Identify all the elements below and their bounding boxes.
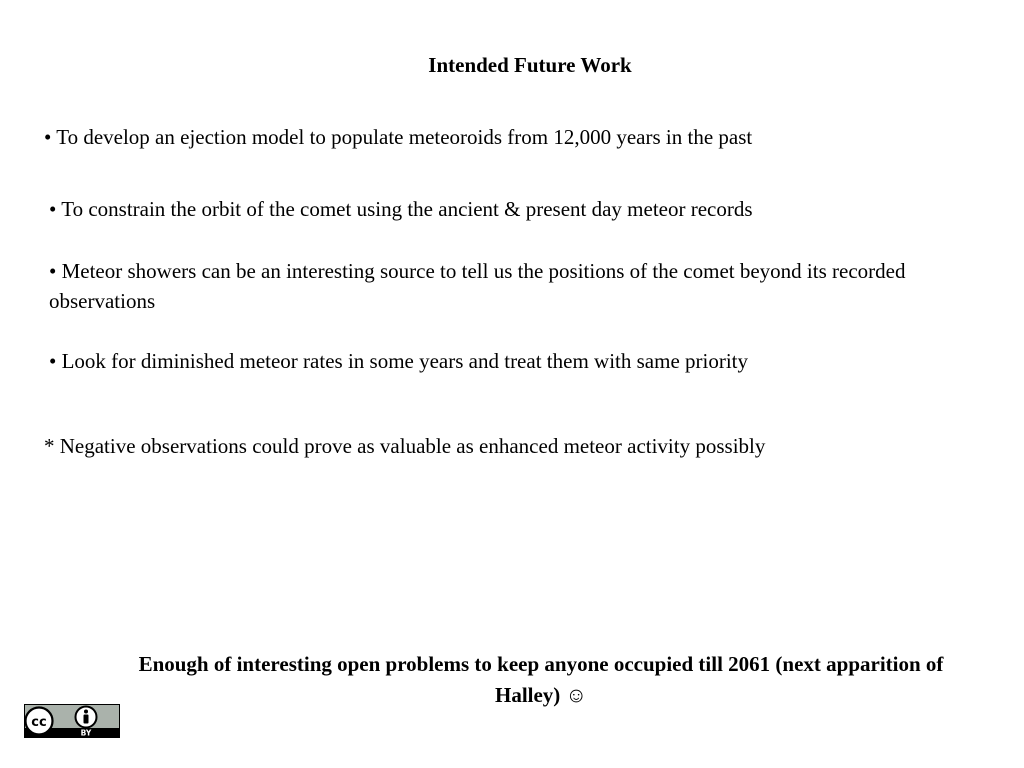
closing-statement: Enough of interesting open problems to keep anyone occupied till 2061 (next apparition of Halley) ☺: [138, 652, 944, 707]
bullet-diminished-rates: • Look for diminished meteor rates in some years and treat them with same priority: [49, 349, 748, 373]
cc-by-license-badge: [24, 704, 120, 738]
cc-icon: [26, 708, 53, 735]
attribution-person-icon: [76, 707, 97, 728]
bullet-meteor-showers: • Meteor showers can be an interesting source to tell us the positions of the comet beyond its recorded observations: [49, 259, 906, 313]
negative-observations-note: * Negative observations could prove as valuable as enhanced meteor activity possibly: [44, 434, 766, 458]
slide-title: Intended Future Work: [428, 53, 632, 77]
bullet-ejection-model: • To develop an ejection model to populate meteoroids from 12,000 years in the past: [44, 125, 753, 149]
bullet-constrain-orbit: • To constrain the orbit of the comet using the ancient & present day meteor records: [49, 197, 753, 221]
license-badge-text: BY: [80, 728, 92, 738]
svg-text:cc: cc: [31, 715, 47, 730]
